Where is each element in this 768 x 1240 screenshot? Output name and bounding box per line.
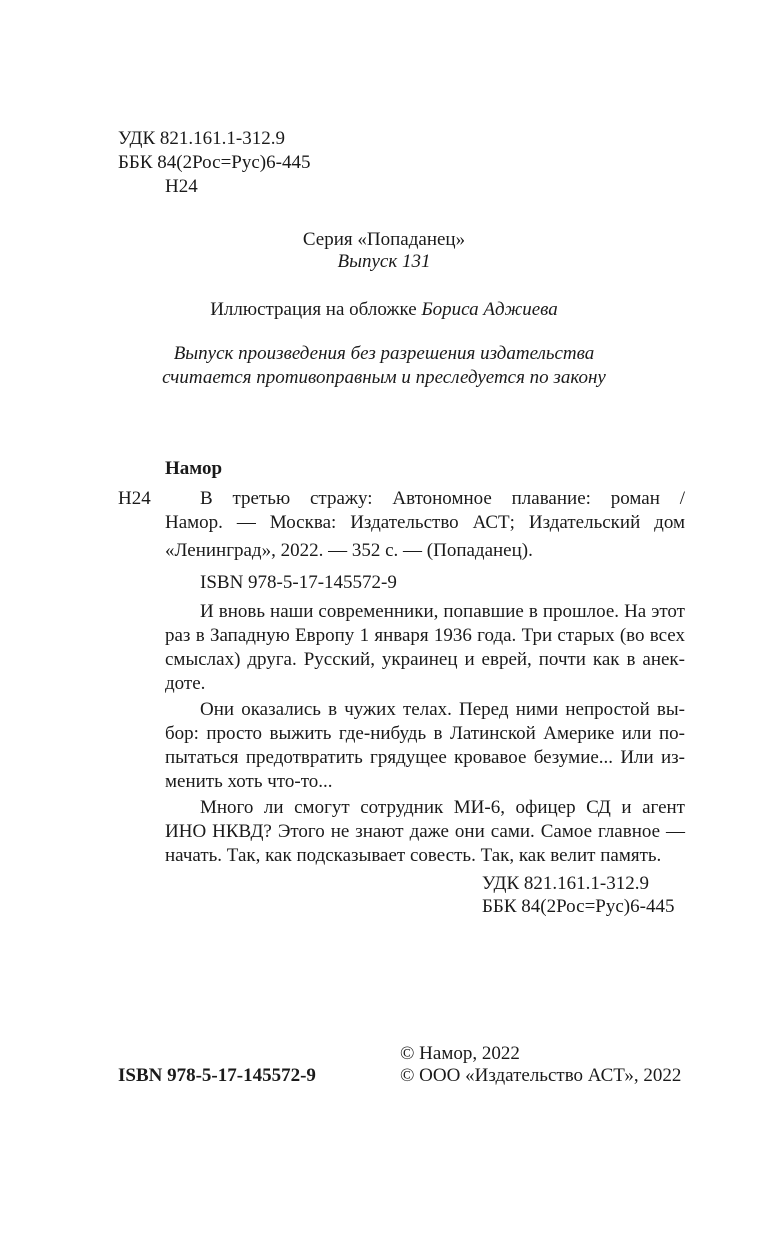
annotation-line: менить хоть что-то... xyxy=(165,771,333,792)
annotation-line: бор: просто выжить где-нибудь в Латинской Америке или по- xyxy=(165,723,685,744)
bbk-code: ББК 84(2Рос=Рус)6-445 xyxy=(118,152,311,173)
annotation-line: И вновь наши современники, попавшие в прошлое. На этот xyxy=(200,601,685,622)
illustration-credit xyxy=(0,298,768,321)
annotation-line: начать. Так, как подсказывает совесть. Так, как велит память. xyxy=(165,845,662,866)
annotation-line: доте. xyxy=(165,673,206,694)
annotation-line: смыслах) друга. Русский, украинец и еврей, почти как в анек- xyxy=(165,649,685,670)
author-mark: Н24 xyxy=(165,176,198,197)
catalog-isbn: ISBN 978-5-17-145572-9 xyxy=(200,572,397,593)
bottom-isbn: ISBN 978-5-17-145572-9 xyxy=(118,1065,316,1086)
annotation-line: Они оказались в чужих телах. Перед ними непростой вы- xyxy=(200,699,685,720)
catalog-line: «Ленинград», 2022. — 352 с. — (Попаданец). xyxy=(165,540,533,561)
annotation-line: раз в Западную Европу 1 января 1936 года. Три старых (во всех xyxy=(165,625,685,646)
catalog-mark: Н24 xyxy=(118,488,151,509)
footer-udk: УДК 821.161.1-312.9 xyxy=(482,873,649,894)
copyright-publisher: © ООО «Издательство АСТ», 2022 xyxy=(400,1065,682,1086)
annotation-line: ИНО НКВД? Этого не знают даже они сами. Самое главное — xyxy=(165,821,685,842)
catalog-author: Намор xyxy=(165,458,223,479)
copyright-author: © Намор, 2022 xyxy=(400,1043,520,1064)
series-issue: Выпуск 131 xyxy=(337,251,431,272)
annotation-line: Много ли смогут сотрудник МИ-6, офицер СД и агент xyxy=(200,797,685,818)
footer-bbk: ББК 84(2Рос=Рус)6-445 xyxy=(482,896,675,917)
udk-code: УДК 821.161.1-312.9 xyxy=(118,128,285,149)
catalog-line: Намор. — Москва: Издательство АСТ; Издательский дом xyxy=(165,512,685,533)
illustration-artist: Бориса Аджиева xyxy=(421,299,558,320)
series-line: Серия «Попаданец» xyxy=(302,229,466,250)
warning-line-2: считается противоправным и преследуется по закону xyxy=(162,367,606,388)
catalog-line: В третью стражу: Автономное плавание: роман / xyxy=(200,488,685,509)
illustration-prefix: Иллюстрация на обложке xyxy=(210,299,422,320)
warning-line-1: Выпуск произведения без разрешения издательства xyxy=(173,343,595,364)
annotation-line: пытаться предотвратить грядущее кровавое безумие... Или из- xyxy=(165,747,685,768)
